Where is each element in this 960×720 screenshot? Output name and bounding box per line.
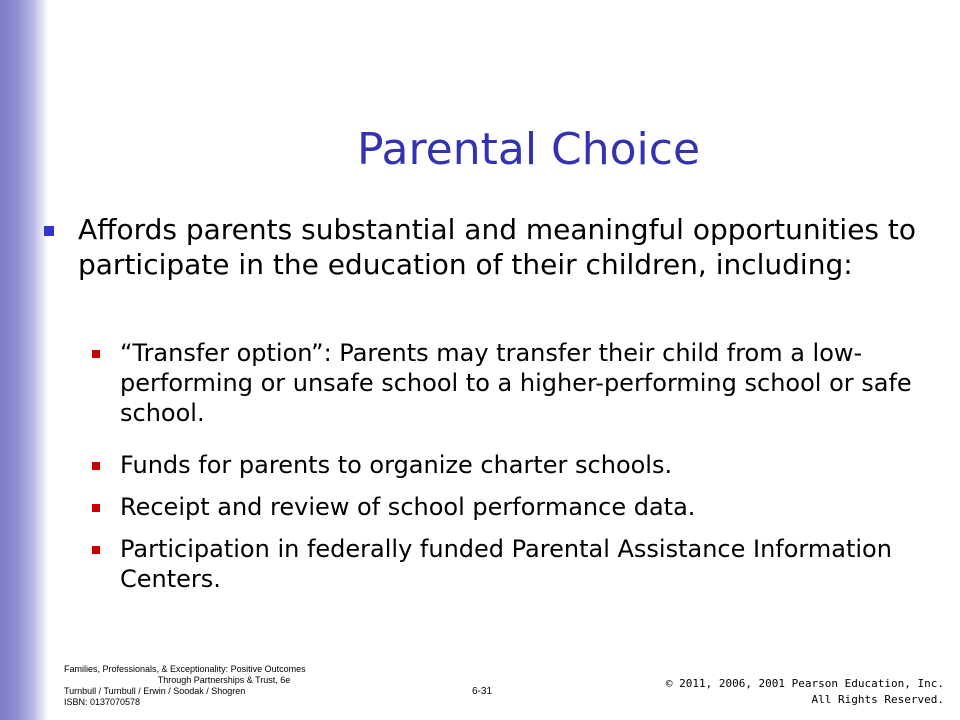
- sub-bullet-marker: [92, 350, 100, 358]
- sub-bullet-text-2: Funds for parents to organize charter schools.: [120, 451, 673, 479]
- copyright-line2: All Rights Reserved.: [811, 693, 944, 706]
- page-number: 6-31: [472, 686, 493, 697]
- sub-bullet-text-4: Participation in federally funded Parental Assistance Information Centers.: [120, 535, 892, 593]
- sub-bullet-marker: [92, 462, 100, 470]
- copyright-line1: © 2011, 2006, 2001 Pearson Education, Inc.: [665, 677, 944, 690]
- main-bullet-marker: [44, 226, 54, 236]
- book-citation: [64, 664, 384, 708]
- copyright-notice: [666, 676, 944, 708]
- sub-bullet-marker: [92, 546, 100, 554]
- sub-bullet-marker: [92, 504, 100, 512]
- book-isbn: ISBN: 0137070578: [64, 697, 141, 707]
- sub-bullet-text-1: “Transfer option”: Parents may transfer their child from a low-performing or unsafe school to a higher-performing school or safe school.: [120, 339, 912, 427]
- book-title-line1: Families, Professionals, & Exceptionality: Positive Outcomes: [64, 664, 306, 674]
- book-title-line2: Through Partnerships & Trust, 6e: [157, 675, 291, 685]
- sub-bullet-text-3: Receipt and review of school performance data.: [120, 493, 696, 521]
- slide-title: Parental Choice: [357, 124, 701, 175]
- book-authors: Turnbull / Turnbull / Erwin / Soodak / Shogren: [64, 686, 246, 696]
- main-bullet-text: Affords parents substantial and meaningful opportunities to participate in the education of their children, including:: [78, 213, 917, 281]
